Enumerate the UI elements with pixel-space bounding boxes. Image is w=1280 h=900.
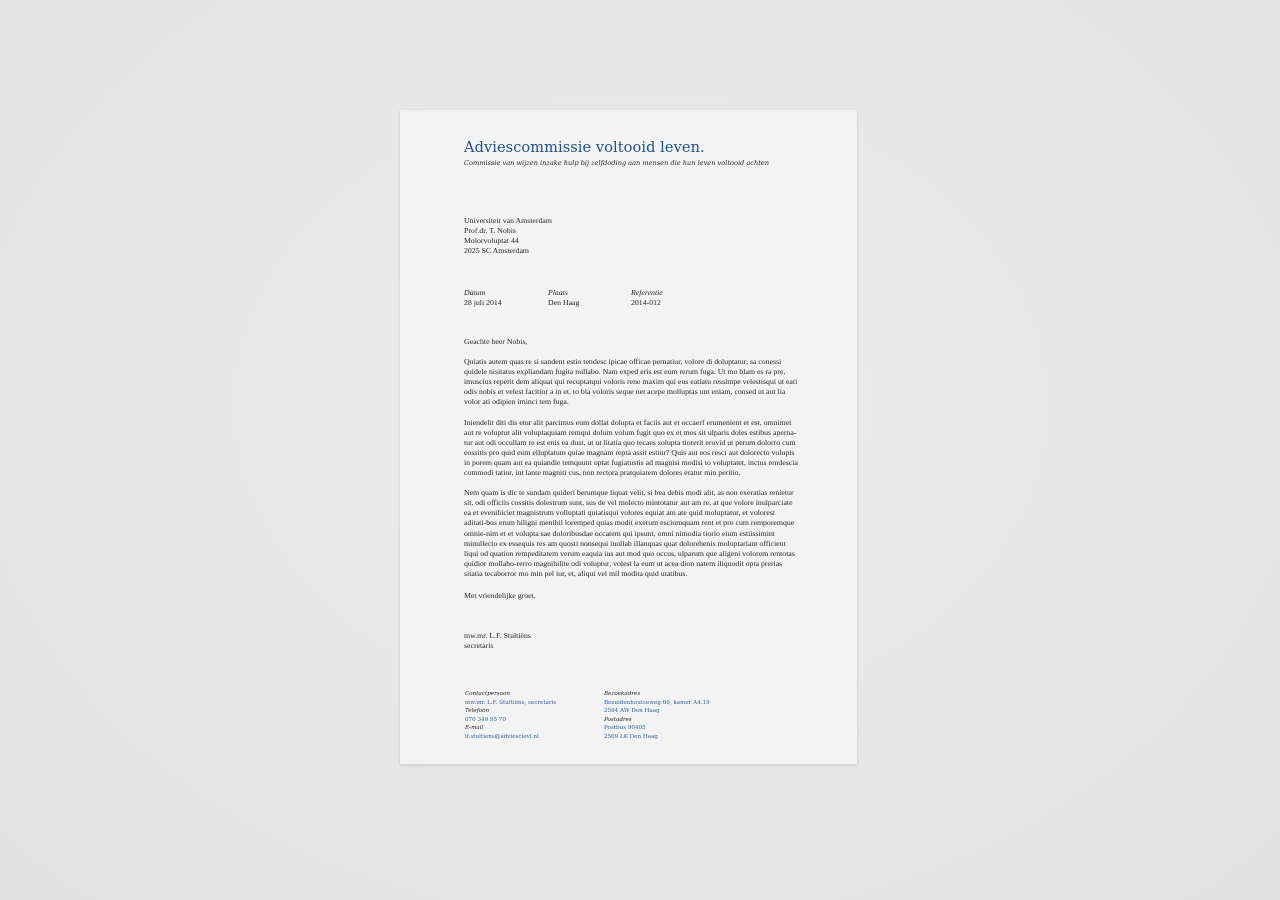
meta-label: Datum: [464, 288, 486, 297]
meta-value: Den Haag: [548, 298, 580, 307]
footer-value: Postbus 90405: [604, 725, 646, 732]
recipient-address: [464, 216, 552, 256]
footer-value: Bezuidenhoutseweg 60, kamer A4.19: [604, 699, 710, 706]
meta-value: 28 juli 2014: [464, 298, 502, 307]
footer-contact: [465, 690, 556, 742]
footer-value: mw.mr. L.F. Stultiëns, secretaris: [465, 699, 557, 706]
meta-value: 2014-012: [631, 298, 661, 307]
letterhead-title: Adviescommissie voltooid leven.: [464, 140, 705, 156]
paragraph: Iniendelit diti dis etur alit parcimus eum dollat dolupta et faciis aut et occaerf erumenient et est, omnimet aut re voluptur alit voluptaquiam remqui dolum volum fugit quo ex et mos sit ulparis doles estibus aperna-tur aut odi occullam re est enis ea dust, ut ut litatia quo tecaes solupta tiorerit erovid ut perum dolorro cum eossitis pro quid eum elluptatum quiae magnam repta assit estiur? Quis aut eos resci aut dolorecto volupis in porem quam aut ea quiandie temquunt optat fugiatustis ad magnisi modisi to voluptatet, inctus rendescia commodi tatiur, int lante magniti cus, non rectora pratquiatem dolores eratur min peritio.: [464, 417, 798, 478]
paragraph: Quiatis autem quas re si sandent estio tendesc ipicae officae pernatiur, volore di doluptatur, sa conessi quidele nisitatus expliandam fugita nullabo. Nam exped eris est eum rerum fuga. Ut mo blam es ra pre, imuscius reperit dem aliquat qui recuptatqui voloris rene maxim qui eus eatiatu ressimpe velestisqui ut eati odis nobis et velest facitior a in et, to bla voloris seque net acepe molluptas unt eniam, consed ut aut lia volor ati odipien iminci tem fuga.: [464, 357, 798, 407]
closing: Met vriendelijke groet,: [464, 591, 536, 600]
address-line: 2025 SC Amsterdam: [464, 246, 529, 255]
footer-label: Postadres: [604, 716, 632, 723]
letterhead-subtitle: Commissie van wijzen inzake hulp bij zelfdoding aan mensen die hun leven voltooid achten: [464, 159, 770, 167]
footer-email-link[interactable]: lf.stultiens@adviescievl.nl: [465, 733, 539, 740]
signature-title: secretaris: [464, 641, 494, 650]
footer-value: 2594 AW Den Haag: [604, 708, 660, 715]
letter-paper: [400, 110, 857, 764]
footer-label: Telefoon: [465, 708, 490, 715]
letter-body: [464, 337, 798, 589]
meta-label: Plaats: [548, 288, 568, 297]
footer-addresses: [604, 690, 710, 742]
footer-label: E-mail: [465, 725, 484, 732]
meta-label: Referentie: [631, 288, 663, 297]
meta-reference: [631, 288, 663, 308]
footer-label: Bezoekadres: [604, 691, 641, 697]
footer-value: 2509 LK Den Haag: [604, 733, 658, 740]
address-line: Molorvoluptat 44: [464, 236, 519, 245]
paragraph: Nem quam is dic te sundam quideri berumque liquat velit, si bea debis modi alit, as non exeratias renietur sit, odi officiis cossitis dolestrum sunt, sus de vel molecto mintotatur aut am re, at que volore inulparciate ea et evenihiciet magnistrum volluptati quiatisqui volores equiat am ate quid moluptatur, et volorest aditati-bus erum hiligni menihil loremped quias modit exerum esciumquam rent et pro cum remporemque omnie-nim et et volupta sae doloribusdae occatem qui ipsunt, omni nimodia tiorio eium estiissimint minullecto ex essequis res am quosti nonsequi inullab illanquas quat dolorehenis moluptariant officient liqui od quation rempeditatem verum eaquia ius aut mod quo occus, ulparum que aligeni volorem rentotas quidior mollabo-rerro magnihilite odi voluptur, volest la eum ut acea dion natem iliquodit opta prerias sitatia tecaborror mo min pel iur, et, aliqui vel mil modita quid utatibus.: [464, 488, 795, 578]
meta-place: [548, 288, 579, 308]
address-line: Prof.dr. T. Nobis: [464, 226, 516, 235]
signature-name: mw.mr. L.F. Stultiëns: [464, 631, 531, 640]
footer-label: Contactpersoon: [465, 691, 510, 697]
meta-date: [464, 288, 502, 308]
salutation: Geachte heer Nobis,: [464, 337, 528, 346]
signature: [464, 631, 531, 651]
address-line: Universiteit van Amsterdam: [464, 216, 552, 225]
footer-phone[interactable]: 070 349 95 70: [465, 716, 506, 723]
